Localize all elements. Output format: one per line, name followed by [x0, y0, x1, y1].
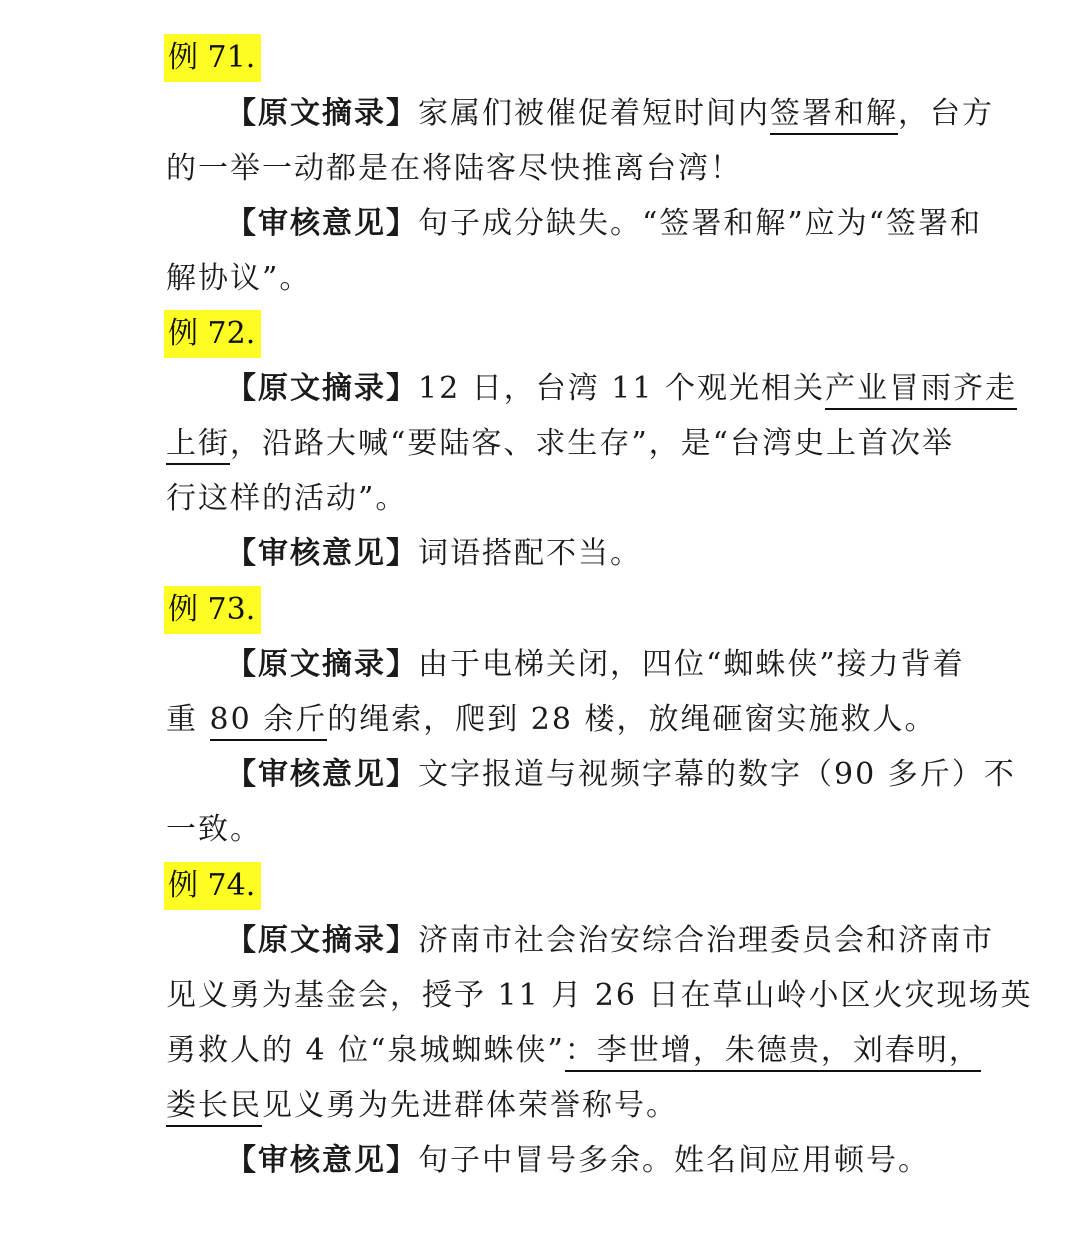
- review-tag: 【审核意见】: [226, 536, 418, 571]
- review-opinion-73-line1: [226, 755, 1016, 795]
- excerpt-text: 12 日，台湾 11 个观光相关: [418, 371, 825, 406]
- excerpt-text: 的绳索，爬到 28 楼，放绳砸窗实施救人。: [327, 702, 937, 737]
- underlined-text: 产业冒雨齐走: [825, 371, 1017, 410]
- original-excerpt-71-line1: [226, 94, 994, 134]
- excerpt-text: 见义勇为先进群体荣誉称号。: [262, 1088, 678, 1123]
- underlined-text: 签署和解: [770, 96, 898, 135]
- excerpt-text: 由于电梯关闭，四位“蜘蛛侠”接力背着: [418, 647, 965, 682]
- original-excerpt-72-line2: [166, 424, 954, 464]
- underlined-text: 上街: [166, 426, 230, 465]
- original-excerpt-72-line1: [226, 369, 1017, 409]
- excerpt-text: 重: [166, 702, 210, 737]
- original-tag: 【原文摘录】: [226, 96, 418, 131]
- review-text: 词语搭配不当。: [418, 536, 642, 571]
- example-label-74: 例 74.: [164, 862, 261, 910]
- review-tag: 【审核意见】: [226, 206, 418, 241]
- original-tag: 【原文摘录】: [226, 371, 418, 406]
- review-opinion-73-line2: 一致。: [166, 812, 262, 847]
- excerpt-text: 勇救人的 4 位“泉城蜘蛛侠”: [166, 1033, 565, 1068]
- example-label-73: 例 73.: [164, 586, 261, 634]
- excerpt-text: 家属们被催促着短时间内: [418, 96, 770, 131]
- underlined-text: 娄长民: [166, 1088, 262, 1127]
- original-excerpt-71-line2: 的一举一动都是在将陆客尽快推离台湾！: [166, 151, 742, 186]
- original-excerpt-74-line4: [166, 1086, 678, 1126]
- underlined-text: 80 余斤: [210, 702, 328, 741]
- example-label-71: 例 71.: [164, 34, 261, 82]
- review-tag: 【审核意见】: [226, 1143, 418, 1178]
- original-excerpt-74-line3: [166, 1031, 981, 1071]
- review-tag: 【审核意见】: [226, 757, 418, 792]
- original-excerpt-72-line3: 行这样的活动”。: [166, 481, 408, 516]
- original-tag: 【原文摘录】: [226, 923, 418, 958]
- original-excerpt-73-line1: [226, 645, 965, 685]
- original-excerpt-74-line2: 见义勇为基金会，授予 11 月 26 日在草山岭小区火灾现场英: [166, 978, 1033, 1013]
- review-opinion-72-line1: [226, 534, 642, 574]
- review-opinion-74-line1: [226, 1141, 930, 1181]
- original-excerpt-74-line1: [226, 921, 994, 961]
- underlined-text: ：李世增，朱德贵，刘春明，: [565, 1033, 981, 1072]
- original-excerpt-73-line2: [166, 700, 937, 740]
- excerpt-text: ，台方: [898, 96, 994, 131]
- review-text: 句子成分缺失。“签署和解”应为“签署和: [418, 206, 983, 241]
- review-opinion-71-line2: 解协议”。: [166, 261, 312, 296]
- excerpt-text: 济南市社会治安综合治理委员会和济南市: [418, 923, 994, 958]
- review-text: 句子中冒号多余。姓名间应用顿号。: [418, 1143, 930, 1178]
- original-tag: 【原文摘录】: [226, 647, 418, 682]
- review-text: 文字报道与视频字幕的数字（90 多斤）不: [418, 757, 1016, 792]
- excerpt-text: ，沿路大喊“要陆客、求生存”，是“台湾史上首次举: [230, 426, 955, 461]
- example-label-72: 例 72.: [164, 310, 261, 358]
- review-opinion-71-line1: [226, 204, 982, 244]
